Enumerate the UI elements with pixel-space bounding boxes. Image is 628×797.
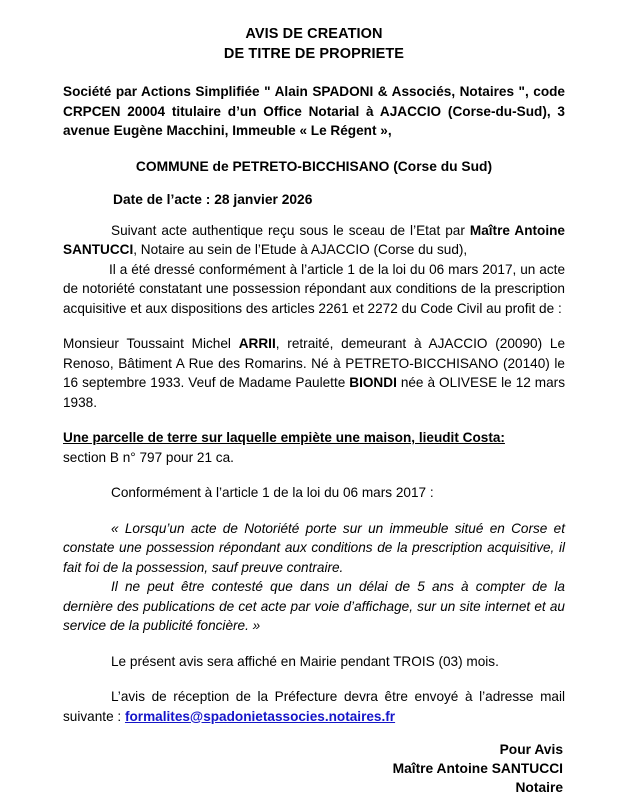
deed-paragraph (63, 221, 565, 260)
parcel-detail: section B n° 797 pour 21 ca. (63, 449, 234, 465)
mail-paragraph (63, 687, 565, 726)
signature-block (63, 740, 565, 797)
signature-line-2: Maître Antoine SANTUCCI (392, 761, 563, 776)
display-notice: Le présent avis sera affiché en Mairie pendant TROIS (03) mois. (111, 653, 499, 669)
date-line: Date de l’acte : 28 janvier 2026 (113, 191, 313, 207)
beneficiary-spouse-name: BIONDI (349, 375, 397, 390)
mail-paragraph-text: L’avis de réception de la Préfecture devra être envoyé à l’adresse mail suivante : (63, 689, 565, 724)
deed-paragraph-part2: , Notaire au sein de l’Etude à AJACCIO (Corse du sud), (133, 242, 468, 257)
drafting-paragraph: Il a été dressé conformément à l’article 1 de la loi du 06 mars 2017, un acte de notoriété constatant une possession répondant aux conditions de la prescription acquisitive et aux dispositions des articles 2261 et 2272 du Code Civil au profit de : (63, 261, 565, 316)
document-title (63, 24, 565, 64)
parcel-heading: Une parcelle de terre sur laquelle empiète une maison, lieudit Costa: (63, 430, 505, 445)
company-paragraph: Société par Actions Simplifiée " Alain SPADONI & Associés, Notaires ", code CRPCEN 20004 titulaire d’un Office Notarial à AJACCIO (Corse-du-Sud), 3 avenue Eugène Macchini, Immeuble « Le Régent », (63, 84, 565, 138)
quote-paragraph-2: Il ne peut être contesté que dans un délai de 5 ans à compter de la dernière des publications de cet acte par voie d’affichage, sur un site internet et au service de la publicité foncière. » (63, 579, 565, 633)
quote-paragraph-1: « Lorsqu’un acte de Notoriété porte sur un immeuble situé en Corse et constate une possession répondant aux conditions de la prescription acquisitive, il fait foi de la possession, sauf preuve contraire. (63, 520, 565, 575)
commune-line: COMMUNE de PETRETO-BICCHISANO (Corse du Sud) (135, 158, 493, 174)
beneficiary-paragraph (63, 334, 565, 412)
article-reference: Conformément à l’article 1 de la loi du 06 mars 2017 : (111, 485, 434, 500)
beneficiary-name: ARRII (238, 336, 276, 351)
signature-line-3: Notaire (515, 780, 563, 795)
deed-paragraph-part1: Suivant acte authentique reçu sous le sceau de l’Etat par (111, 222, 470, 238)
beneficiary-part1: Monsieur Toussaint Michel (63, 336, 239, 351)
signature-line-1: Pour Avis (499, 742, 563, 757)
document-title-line-2: DE TITRE DE PROPRIETE (223, 46, 405, 62)
email-link[interactable]: formalites@spadonietassocies.notaires.fr (124, 708, 396, 724)
beneficiary-part2: , retraité, demeurant à AJACCIO (20090) Le Renoso, Bâtiment A Rue des Romarins. Né à PETRETO-BICCHISANO (20140) le 16 septembre 1933. Veuf de Madame Paulette (63, 336, 566, 390)
beneficiary-part3: née à OLIVESE le 12 mars 1938. (63, 375, 565, 410)
document-title-line-1: AVIS DE CREATION (245, 26, 383, 42)
deed-paragraph-notary-name: Maître Antoine SANTUCCI (63, 222, 565, 257)
